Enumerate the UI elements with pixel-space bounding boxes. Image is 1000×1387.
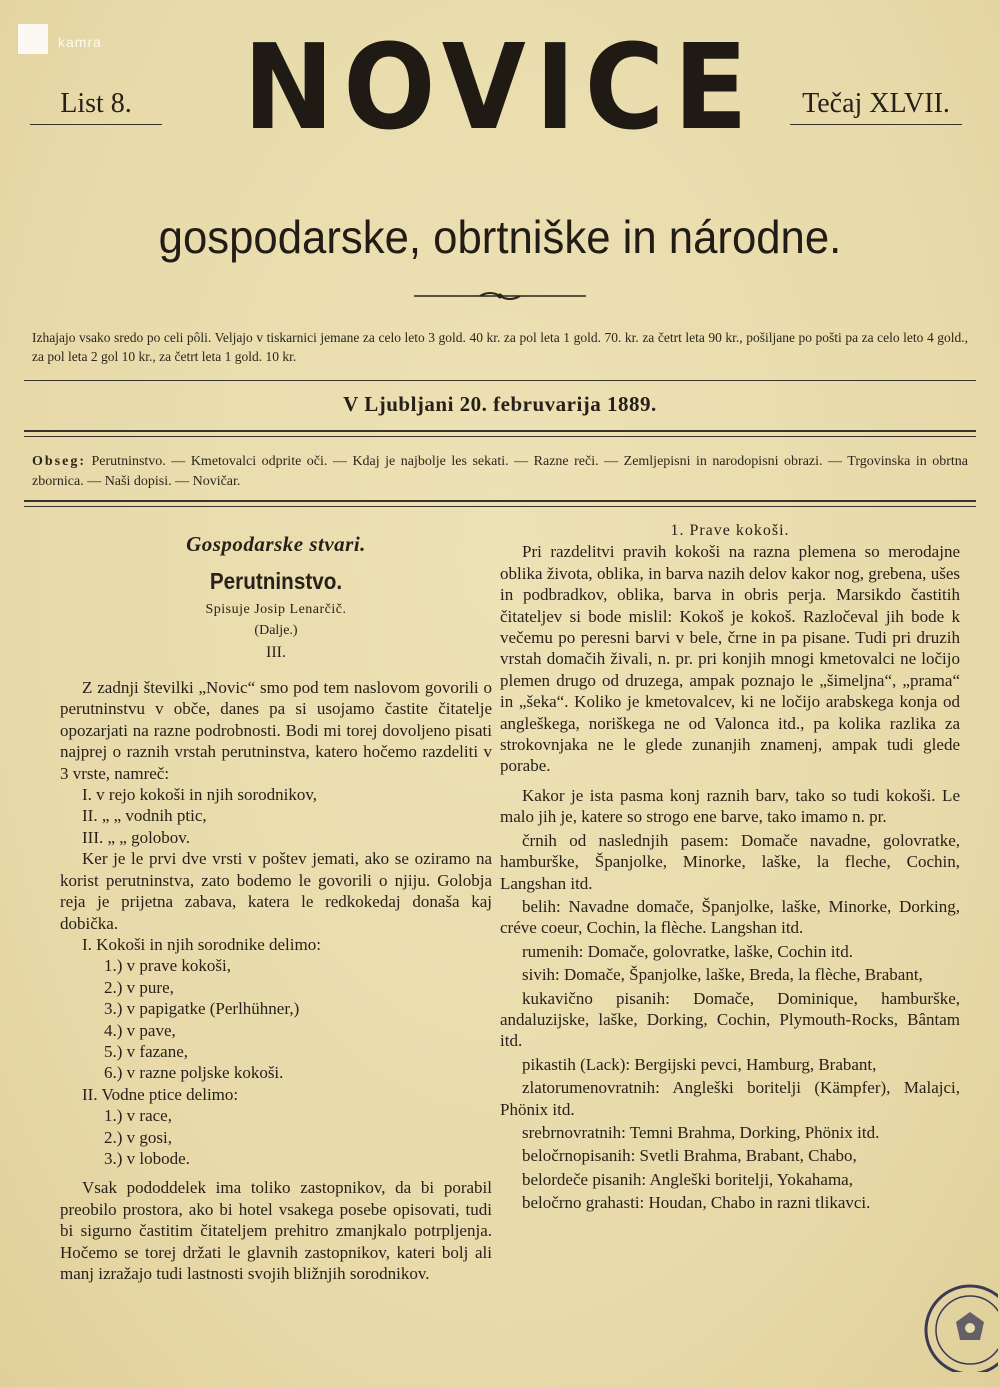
volume-number: Tečaj XLVII. [790, 88, 962, 125]
paragraph: Pri razdelitvi pravih kokoši na razna plemena so merodajne oblika života, oblika, in barva nazih delov kakor nog, grebena, ušes in podbradkov, oblika, barva in obris perja. Marsikdo častitih čitateljev si bode mislil: Kokoš je kokoš. Razločeval jih bode k večemu po peresni barvi v bele, črne in pa pisane. Tudi pri druzih vrstah domačih živali, n. pr. pri konjih mnogi kmetovalci ne ločijo plemen drugo od druzega, ampak poznajo le „šimeljna“, „prama“ in „šeka“. Koliko je kmetovalcev, ki ne ločijo arabskega konja od angleškega, noriškega ne od Valonca itd., pa kolika razlika za strokovnjaka ne le glede zunanjih znamenj, ampak tudi glede porabe. [500, 542, 960, 776]
list-item: 2.) v gosi, [104, 1127, 172, 1147]
list-item: 5.) v fazane, [104, 1041, 189, 1061]
subsection-heading: 1. Prave kokoši. [670, 522, 790, 539]
paragraph: Kakor je ista pasma konj raznih barv, tako so tudi kokoši. Le malo jih je, katere so strogo ene barve, tako imamo n. pr. [500, 785, 960, 827]
list-item: 1.) v prave kokoši, [104, 956, 232, 976]
watermark-text: kamra [58, 34, 102, 50]
masthead-subtitle: gospodarske, obrtniške in národne. [158, 211, 842, 263]
divider [24, 506, 976, 507]
breed-entry: zlatorumenovratnih: Angleški boritelji (Kämpfer), Malajci, Phönix itd. [500, 1078, 960, 1119]
divider [24, 500, 976, 502]
list-item: 3.) v lobode. [104, 1148, 190, 1168]
breed-entry: sivih: Domače, Španjolke, laške, Breda, la flèche, Brabant, [522, 965, 923, 985]
left-column [60, 520, 492, 1284]
list-heading: II. Vodne ptice delimo: [82, 1084, 239, 1104]
table-of-contents [32, 452, 968, 492]
breed-entry: pikastih (Lack): Bergijski pevci, Hamburg, Brabant, [522, 1054, 877, 1074]
dateline: V Ljubljani 20. februvarija 1889. [343, 392, 657, 416]
list-item: II. „ „ vodnih ptic, [82, 806, 207, 826]
paragraph: Vsak pododdelek ima toliko zastopnikov, da bi porabil preobilo prostora, ako bi hotel vsakega posebe opisovati, tudi bi sigurno častitim čitateljem prehitro zmanjkalo potrpljenja. Hočemo se torej držati le glavnih zastopnikov, kateri bolj ali manj izražajo tudi lastnosti svojih bližnjih sorodnikov. [60, 1178, 492, 1283]
breed-entry: rumenih: Domače, golovratke, laške, Cochin itd. [522, 941, 853, 961]
breed-entry: srebrnovratnih: Temni Brahma, Dorking, Phönix itd. [522, 1122, 880, 1142]
breed-entry: belordeče pisanih: Angleški boritelji, Yokahama, [522, 1169, 853, 1189]
breed-entry: črnih od naslednjih pasem: Domače navadne, golovratke, hamburške, Španjolke, Minorke, laške, la fleche, Cochin, Langshan itd. [500, 830, 960, 893]
divider [24, 380, 976, 381]
paragraph: Ker je le prvi dve vrsti v poštev jemati, ako se oziramo na korist perutninstva, zato bodemo le govorili o njiju. Golobja reja je prijetna zabava, katera le redkokedaj donaša kaj dobička. [60, 849, 492, 933]
list-item: 2.) v pure, [104, 977, 174, 997]
breed-entry: kukavično pisanih: Domače, Dominique, hamburške, andaluzijske, laške, Dorking, Cochin, Plymouth-Rocks, Bântam itd. [500, 988, 960, 1051]
list-item: 3.) v papigatke (Perlhühner,) [104, 999, 300, 1019]
article-title: Perutninstvo. [209, 568, 343, 595]
continuation-note: (Dalje.) [254, 623, 298, 639]
breed-entry: belih: Navadne domače, Španjolke, laške, Minorke, Dorking, créve coeur, Cochin, la flèche. Langshan itd. [500, 896, 960, 938]
divider [24, 436, 976, 437]
list-item: 6.) v razne poljske kokoši. [104, 1063, 284, 1083]
right-column [500, 520, 960, 1214]
article-author: Spisuje Josip Lenarčič. [205, 601, 347, 617]
ornament-divider-icon [414, 290, 586, 302]
breed-entry: beločrnopisanih: Svetli Brahma, Brabant, Chabo, [522, 1146, 857, 1166]
masthead-title: NOVICE [243, 18, 757, 156]
list-item: 1.) v race, [104, 1106, 172, 1126]
list-item: 4.) v pave, [104, 1020, 176, 1040]
library-stamp-icon [908, 1272, 998, 1372]
subscription-info: Izhajajo vsako sredo po celi pôli. Veljajo v tiskarnici jemane za celo leto 3 gold. 40 kr. za pol leta 1 gold. 70. kr. za četrt leta 90 kr., pošiljane po pošti pa za celo leto 4 gold., za pol leta 2 gol 10 kr., za četrt leta 1 gold. 10 kr. [32, 330, 968, 364]
part-number: III. [266, 643, 286, 661]
issue-number: List 8. [30, 88, 162, 125]
list-item: I. v rejo kokoši in njih sorodnikov, [82, 785, 317, 805]
list-heading: I. Kokoši in njih sorodnike delimo: [82, 934, 321, 954]
list-item: III. „ „ golobov. [82, 827, 190, 847]
breed-entry: beločrno grahasti: Houdan, Chabo in razni tlikavci. [522, 1193, 871, 1213]
contents-text: Perutninstvo. — Kmetovalci odprite oči. — Kdaj je najbolje les sekati. — Razne reči. — Zemljepisni in narodopisni obrazi. — Trgovinska in obrtna zbornica. — Naši dopisi. — Novičar. [32, 454, 968, 489]
divider [24, 430, 976, 432]
contents-label: Obseg: [32, 454, 86, 469]
section-heading: Gospodarske stvari. [186, 532, 366, 556]
paragraph: Z zadnji številki „Novic“ smo pod tem naslovom govorili o perutninstvu v obče, danes pa si usojamo častite čitatelje opozarjati na razne podrobnosti. Bodi mi torej dovoljeno pisati najprej o raznih vrstah perutninstva, katero hočemo razdeliti v 3 vrste, namreč: [60, 678, 492, 783]
